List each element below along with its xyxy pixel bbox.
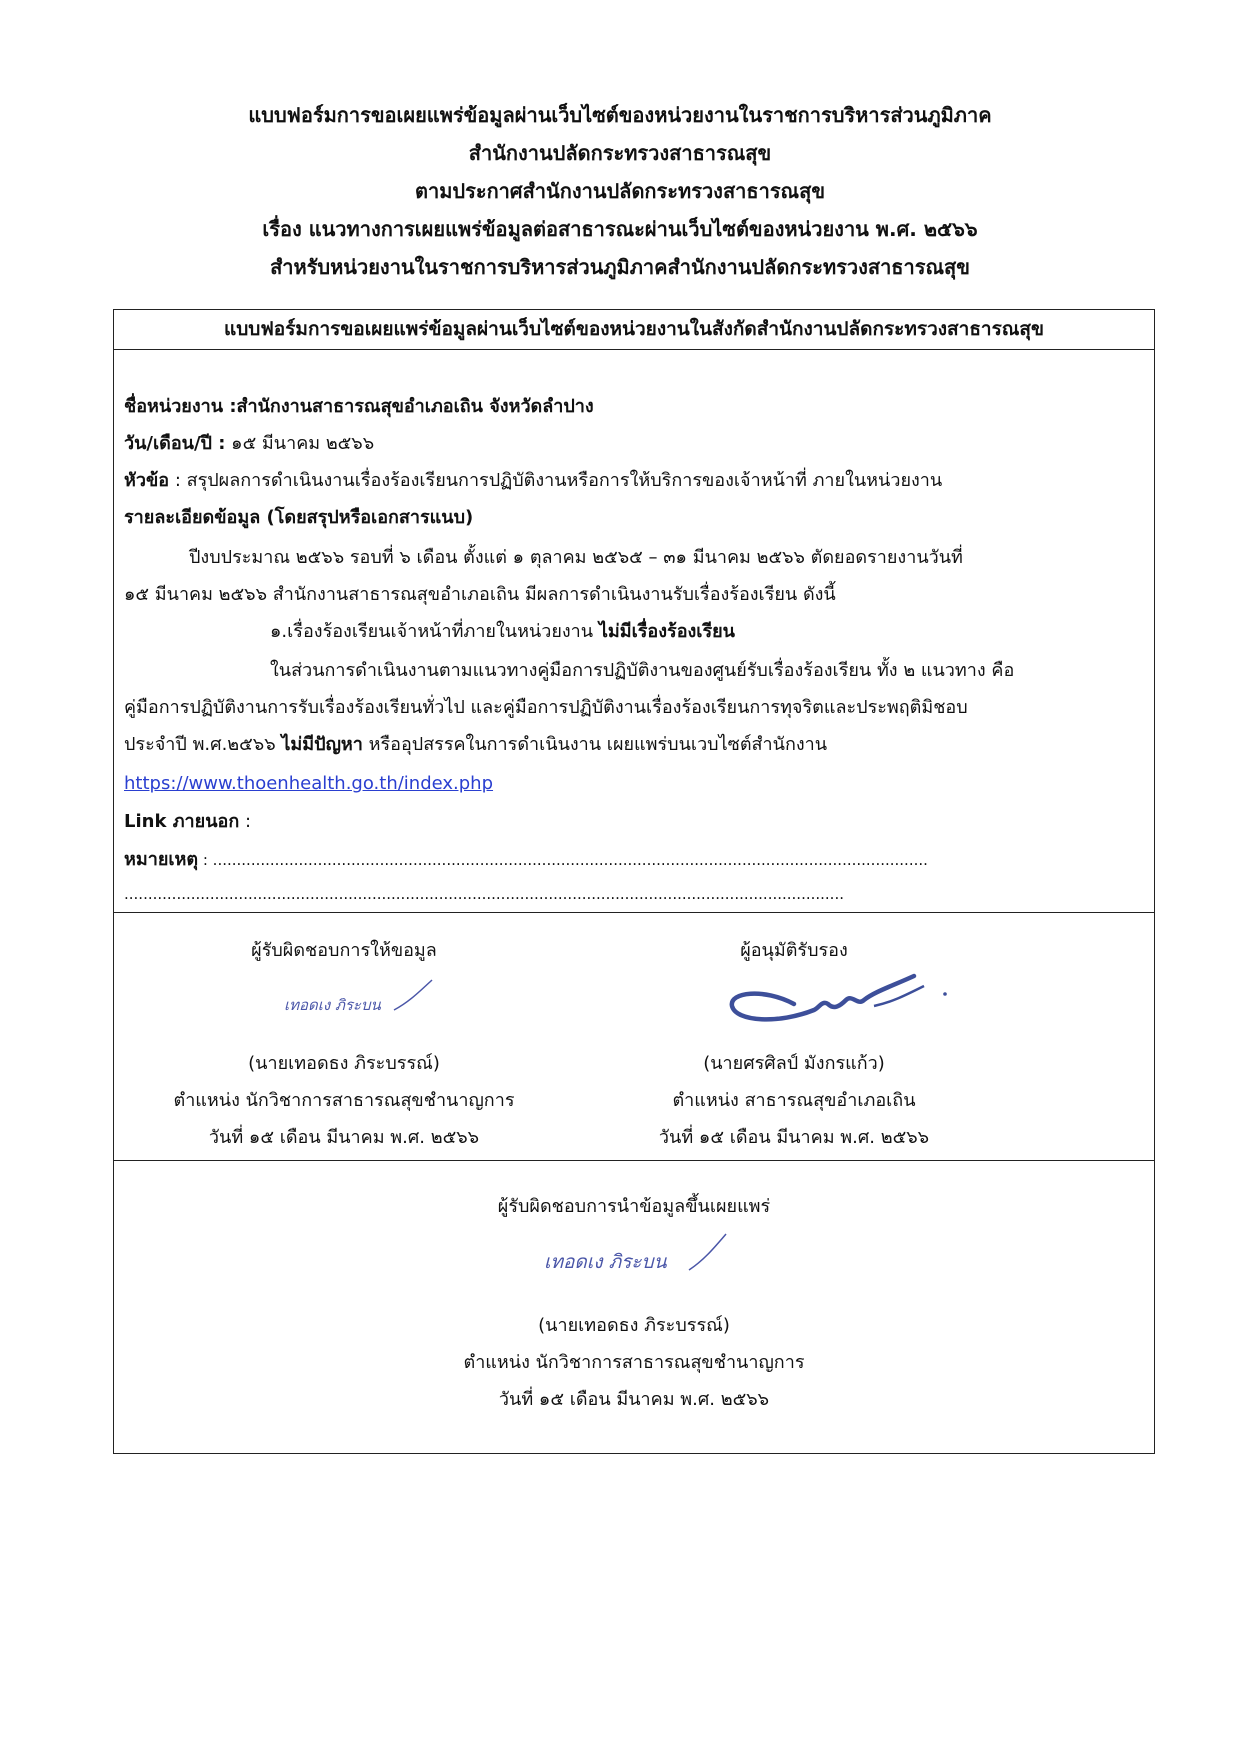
remark-continuation: ....................................................................................................................................................... <box>124 885 844 903</box>
header-line-5: สำหรับหน่วยงานในราชการบริหารส่วนภูมิภาคสำนักงานปลัดกระทรวงสาธารณสุข <box>270 255 970 279</box>
header-line-2: สำนักงานปลัดกระทรวงสาธารณสุข <box>468 141 772 165</box>
unit-value: สำนักงานสาธารณสุขอำเภอเถิน จังหวัดลำปาง <box>236 396 594 417</box>
left-signer-position: ตำแหน่ง นักวิชาการสาธารณสุขชำนาญการ <box>173 1090 515 1111</box>
form-box <box>113 309 1155 1454</box>
external-link-label: Link ภายนอก <box>124 811 240 832</box>
website-link[interactable]: https://www.thoenhealth.go.th/index.php <box>124 773 494 794</box>
left-signature <box>274 974 454 1030</box>
bottom-signature-text: เทอดเง ภิระบน <box>544 1251 667 1273</box>
right-signer-date: วันที่ ๑๕ เดือน มีนาคม พ.ศ. ๒๕๖๖ <box>658 1127 930 1148</box>
item-1-result: ไม่มีเรื่องร้องเรียน <box>598 621 735 642</box>
right-signer-role: ผู้อนุมัติรับรอง <box>740 940 848 961</box>
detail-heading: รายละเอียดข้อมูล (โดยสรุปหรือเอกสารแนบ) <box>124 507 474 528</box>
header-line-3: ตามประกาศสำนักงานปลัดกระทรวงสาธารณสุข <box>414 179 825 203</box>
paragraph-1-line-1: ปีงบประมาณ ๒๕๖๖ รอบที่ ๖ เดือน ตั้งแต่ ๑ ตุลาคม ๒๕๖๕ – ๓๑ มีนาคม ๒๕๖๖ ตัดยอดรายงานวันที่ <box>189 547 963 568</box>
section-divider-2 <box>114 1160 1154 1161</box>
bottom-signature <box>534 1228 754 1286</box>
paragraph-2-line-3 <box>124 726 827 763</box>
remark-row <box>124 841 928 879</box>
date-label: วัน/เดือน/ปี : <box>124 433 226 454</box>
remark-label: หมายเหตุ <box>124 849 199 870</box>
section-divider-1 <box>114 912 1154 913</box>
bottom-signer-date: วันที่ ๑๕ เดือน มีนาคม พ.ศ. ๒๕๖๖ <box>498 1389 770 1410</box>
topic-row <box>124 462 942 499</box>
left-signature-text: เทอดเง ภิระบน <box>284 996 381 1014</box>
form-box-title: แบบฟอร์มการขอเผยแพร่ข้อมูลผ่านเว็บไซต์ของหน่วยงานในสังกัดสำนักงานปลัดกระทรวงสาธารณสุข <box>114 310 1154 350</box>
unit-label: ชื่อหน่วยงาน : <box>124 396 237 417</box>
topic-value: : สรุปผลการดำเนินงานเรื่องร้องเรียนการปฏิบัติงานหรือการให้บริการของเจ้าหน้าที่ ภายในหน่วยงาน <box>169 470 943 491</box>
remark-value: : ...................................................................................................................................................... <box>198 851 928 869</box>
bottom-signer-name: (นายเทอดธง ภิระบรรณ์) <box>538 1315 730 1336</box>
right-signer-position: ตำแหน่ง สาธารณสุขอำเภอเถิน <box>672 1090 916 1111</box>
left-signer-date: วันที่ ๑๕ เดือน มีนาคม พ.ศ. ๒๕๖๖ <box>208 1127 480 1148</box>
website-link-row <box>124 765 493 802</box>
paragraph-2-line-3-end: หรืออุปสรรคในการดำเนินงาน เผยแพร่บนเวบไซต์สำนักงาน <box>362 734 828 755</box>
item-1-text: ๑.เรื่องร้องเรียนเจ้าหน้าที่ภายในหน่วยงาน <box>270 621 599 642</box>
paragraph-1-line-2: ๑๕ มีนาคม ๒๕๖๖ สำนักงานสาธารณสุขอำเภอเถิน มีผลการดำเนินงานรับเรื่องร้องเรียน ดังนี้ <box>124 584 836 605</box>
bottom-signer-position: ตำแหน่ง นักวิชาการสาธารณสุขชำนาญการ <box>463 1352 805 1373</box>
left-signer-role: ผู้รับผิดชอบการให้ขอมูล <box>251 940 437 961</box>
header-line-4: เรื่อง แนวทางการเผยแพร่ข้อมูลต่อสาธารณะผ่านเว็บไซต์ของหน่วยงาน พ.ศ. ๒๕๖๖ <box>262 217 978 241</box>
paragraph-2-line-1: ในส่วนการดำเนินงานตามแนวทางคู่มือการปฏิบัติงานของศูนย์รับเรื่องร้องเรียน ทั้ง ๒ แนวทาง คือ <box>270 660 1015 681</box>
paragraph-2-line-2: คู่มือการปฏิบัติงานการรับเรื่องร้องเรียนทั่วไป และคู่มือการปฏิบัติงานเรื่องร้องเรียนการทุจริตและประพฤติมิชอบ <box>124 697 968 718</box>
date-row <box>124 425 374 462</box>
paragraph-2-no-problem: ไม่มีปัญหา <box>281 734 363 755</box>
paragraph-2-line-3-start: ประจำปี พ.ศ.๒๕๖๖ <box>124 734 282 755</box>
external-link-value: : <box>239 811 252 832</box>
unit-row <box>124 388 594 425</box>
bottom-signer-role: ผู้รับผิดชอบการนำข้อมูลขึ้นเผยแพร่ <box>497 1196 771 1217</box>
external-link-row <box>124 803 251 840</box>
right-signature <box>724 970 954 1040</box>
topic-label: หัวข้อ <box>124 470 170 491</box>
header-line-1: แบบฟอร์มการขอเผยแพร่ข้อมูลผ่านเว็บไซต์ของหน่วยงานในราชการบริหารส่วนภูมิภาค <box>248 103 992 127</box>
document-header <box>0 96 1240 286</box>
item-1 <box>270 613 735 650</box>
right-signer-name: (นายศรศิลป์ มังกรแก้ว) <box>703 1053 885 1074</box>
left-signer-name: (นายเทอดธง ภิระบรรณ์) <box>248 1053 440 1074</box>
date-value: ๑๕ มีนาคม ๒๕๖๖ <box>225 433 375 454</box>
